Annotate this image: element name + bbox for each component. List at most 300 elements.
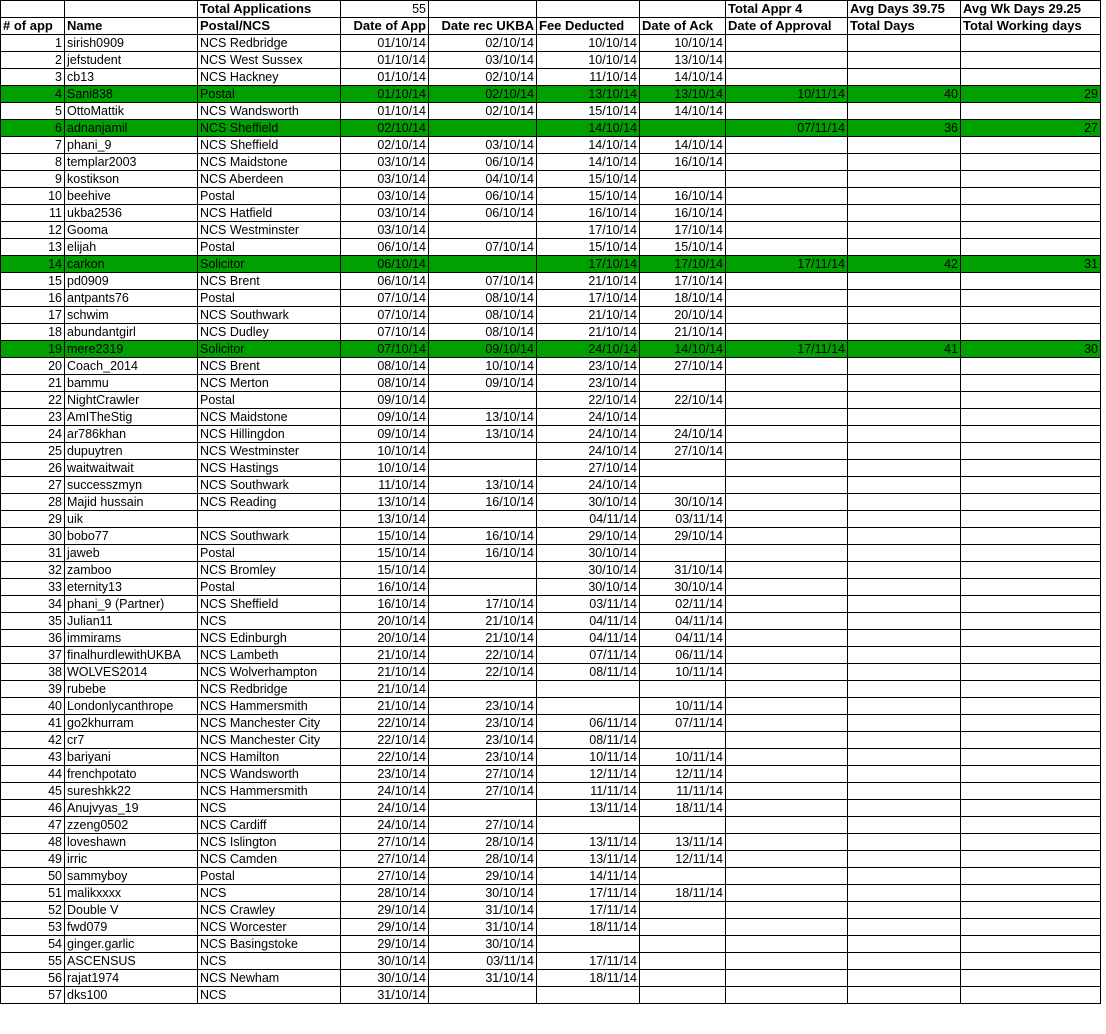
col-header-app-number[interactable]: # of app: [1, 18, 65, 35]
cell-total-working-days[interactable]: [961, 562, 1101, 579]
cell-total-days[interactable]: [848, 868, 961, 885]
cell-name[interactable]: irric: [65, 851, 198, 868]
cell-total-working-days[interactable]: [961, 732, 1101, 749]
cell-fee-deducted[interactable]: 15/10/14: [537, 188, 640, 205]
cell-total-working-days[interactable]: [961, 783, 1101, 800]
cell-name[interactable]: ukba2536: [65, 205, 198, 222]
cell-postal-ncs[interactable]: NCS Westminster: [198, 443, 341, 460]
cell-date-of-approval[interactable]: [726, 647, 848, 664]
cell-name[interactable]: go2khurram: [65, 715, 198, 732]
cell-date-of-app[interactable]: 01/10/14: [341, 35, 429, 52]
cell-total-days[interactable]: [848, 698, 961, 715]
cell-name[interactable]: rajat1974: [65, 970, 198, 987]
cell-app-number[interactable]: 34: [1, 596, 65, 613]
cell-date-of-approval[interactable]: [726, 273, 848, 290]
cell-postal-ncs[interactable]: NCS Dudley: [198, 324, 341, 341]
cell-app-number[interactable]: 50: [1, 868, 65, 885]
cell-postal-ncs[interactable]: Postal: [198, 290, 341, 307]
cell-postal-ncs[interactable]: Postal: [198, 188, 341, 205]
cell-app-number[interactable]: 9: [1, 171, 65, 188]
cell-app-number[interactable]: 16: [1, 290, 65, 307]
cell-date-of-ack[interactable]: 20/10/14: [640, 307, 726, 324]
cell-total-working-days[interactable]: [961, 103, 1101, 120]
cell-total-days[interactable]: [848, 562, 961, 579]
cell-date-of-ack[interactable]: 18/11/14: [640, 885, 726, 902]
cell-date-rec-ukba[interactable]: 09/10/14: [429, 375, 537, 392]
cell-app-number[interactable]: 7: [1, 137, 65, 154]
cell-date-rec-ukba[interactable]: 08/10/14: [429, 307, 537, 324]
cell-postal-ncs[interactable]: NCS Maidstone: [198, 154, 341, 171]
cell-total-days[interactable]: [848, 783, 961, 800]
cell-app-number[interactable]: 57: [1, 987, 65, 1004]
cell-date-rec-ukba[interactable]: 08/10/14: [429, 290, 537, 307]
cell-app-number[interactable]: 13: [1, 239, 65, 256]
cell-date-of-approval[interactable]: [726, 392, 848, 409]
cell-fee-deducted[interactable]: 29/10/14: [537, 528, 640, 545]
cell-name[interactable]: AmITheStig: [65, 409, 198, 426]
cell-total-working-days[interactable]: [961, 664, 1101, 681]
cell-postal-ncs[interactable]: NCS Southwark: [198, 307, 341, 324]
cell-name[interactable]: bariyani: [65, 749, 198, 766]
cell-date-rec-ukba[interactable]: 02/10/14: [429, 35, 537, 52]
cell-date-of-ack[interactable]: [640, 902, 726, 919]
col-header-postal-ncs[interactable]: Postal/NCS: [198, 18, 341, 35]
cell-fee-deducted[interactable]: 14/10/14: [537, 154, 640, 171]
cell-postal-ncs[interactable]: NCS Camden: [198, 851, 341, 868]
cell-app-number[interactable]: 42: [1, 732, 65, 749]
cell-postal-ncs[interactable]: NCS: [198, 885, 341, 902]
cell-date-rec-ukba[interactable]: 16/10/14: [429, 494, 537, 511]
cell-postal-ncs[interactable]: NCS Southwark: [198, 528, 341, 545]
cell-total-working-days[interactable]: [961, 375, 1101, 392]
cell-total-days[interactable]: [848, 834, 961, 851]
cell-total-days[interactable]: [848, 171, 961, 188]
cell-total-days[interactable]: [848, 936, 961, 953]
cell-date-of-approval[interactable]: [726, 171, 848, 188]
cell-date-rec-ukba[interactable]: 04/10/14: [429, 171, 537, 188]
cell-fee-deducted[interactable]: 24/10/14: [537, 341, 640, 358]
cell-name[interactable]: beehive: [65, 188, 198, 205]
cell-date-of-ack[interactable]: 31/10/14: [640, 562, 726, 579]
cell-postal-ncs[interactable]: NCS Westminster: [198, 222, 341, 239]
cell-postal-ncs[interactable]: NCS Brent: [198, 273, 341, 290]
cell-date-of-ack[interactable]: [640, 936, 726, 953]
cell-fee-deducted[interactable]: 30/10/14: [537, 494, 640, 511]
cell-total-working-days[interactable]: [961, 919, 1101, 936]
cell-name[interactable]: sirish0909: [65, 35, 198, 52]
cell-date-of-ack[interactable]: 10/11/14: [640, 664, 726, 681]
cell-date-of-approval[interactable]: [726, 426, 848, 443]
total-applications-label[interactable]: Total Applications: [198, 1, 341, 18]
cell-postal-ncs[interactable]: NCS Edinburgh: [198, 630, 341, 647]
cell-total-working-days[interactable]: [961, 477, 1101, 494]
cell-date-of-ack[interactable]: 14/10/14: [640, 341, 726, 358]
cell-date-of-app[interactable]: 27/10/14: [341, 851, 429, 868]
cell-date-of-ack[interactable]: 16/10/14: [640, 188, 726, 205]
cell-total-days[interactable]: [848, 953, 961, 970]
cell-total-days[interactable]: [848, 375, 961, 392]
cell-date-of-ack[interactable]: 03/11/14: [640, 511, 726, 528]
cell-date-of-approval[interactable]: [726, 970, 848, 987]
cell-date-of-approval[interactable]: [726, 579, 848, 596]
cell-name[interactable]: frenchpotato: [65, 766, 198, 783]
cell-date-of-approval[interactable]: [726, 681, 848, 698]
cell-date-of-ack[interactable]: 17/10/14: [640, 256, 726, 273]
cell-date-of-ack[interactable]: 13/11/14: [640, 834, 726, 851]
cell-date-of-ack[interactable]: [640, 460, 726, 477]
cell[interactable]: [537, 1, 640, 18]
cell-date-rec-ukba[interactable]: 06/10/14: [429, 188, 537, 205]
cell-total-working-days[interactable]: [961, 358, 1101, 375]
cell-fee-deducted[interactable]: [537, 987, 640, 1004]
cell-name[interactable]: Coach_2014: [65, 358, 198, 375]
total-applications-value[interactable]: 55: [341, 1, 429, 18]
cell-date-rec-ukba[interactable]: 02/10/14: [429, 86, 537, 103]
cell-fee-deducted[interactable]: 08/11/14: [537, 664, 640, 681]
cell-fee-deducted[interactable]: 17/11/14: [537, 902, 640, 919]
cell-total-working-days[interactable]: 29: [961, 86, 1101, 103]
cell-postal-ncs[interactable]: NCS: [198, 953, 341, 970]
cell-name[interactable]: dks100: [65, 987, 198, 1004]
cell-date-of-ack[interactable]: 02/11/14: [640, 596, 726, 613]
cell-date-of-approval[interactable]: [726, 239, 848, 256]
cell-date-of-approval[interactable]: [726, 375, 848, 392]
cell-date-of-approval[interactable]: [726, 205, 848, 222]
cell-name[interactable]: abundantgirl: [65, 324, 198, 341]
cell-date-rec-ukba[interactable]: 29/10/14: [429, 868, 537, 885]
cell-app-number[interactable]: 15: [1, 273, 65, 290]
cell-name[interactable]: Anujvyas_19: [65, 800, 198, 817]
cell-date-of-ack[interactable]: 11/11/14: [640, 783, 726, 800]
cell-total-days[interactable]: [848, 528, 961, 545]
cell-total-days[interactable]: [848, 885, 961, 902]
cell-date-of-ack[interactable]: 24/10/14: [640, 426, 726, 443]
cell-name[interactable]: WOLVES2014: [65, 664, 198, 681]
cell-date-of-ack[interactable]: 10/10/14: [640, 35, 726, 52]
cell-total-days[interactable]: [848, 477, 961, 494]
cell-date-of-approval[interactable]: [726, 783, 848, 800]
cell-date-rec-ukba[interactable]: [429, 443, 537, 460]
cell-date-of-approval[interactable]: [726, 851, 848, 868]
cell-fee-deducted[interactable]: 13/10/14: [537, 86, 640, 103]
cell-total-working-days[interactable]: [961, 528, 1101, 545]
cell-date-of-ack[interactable]: [640, 732, 726, 749]
cell-total-working-days[interactable]: [961, 613, 1101, 630]
cell-fee-deducted[interactable]: 17/10/14: [537, 222, 640, 239]
cell-postal-ncs[interactable]: NCS Worcester: [198, 919, 341, 936]
cell-date-of-app[interactable]: 07/10/14: [341, 341, 429, 358]
cell-date-rec-ukba[interactable]: [429, 681, 537, 698]
cell-total-days[interactable]: [848, 715, 961, 732]
cell-fee-deducted[interactable]: 17/11/14: [537, 885, 640, 902]
cell-total-working-days[interactable]: [961, 681, 1101, 698]
col-header-name[interactable]: Name: [65, 18, 198, 35]
cell-date-of-app[interactable]: 11/10/14: [341, 477, 429, 494]
avg-days[interactable]: Avg Days 39.75: [848, 1, 961, 18]
cell-date-of-app[interactable]: 27/10/14: [341, 834, 429, 851]
cell-fee-deducted[interactable]: [537, 817, 640, 834]
cell-date-of-approval[interactable]: [726, 52, 848, 69]
cell-app-number[interactable]: 8: [1, 154, 65, 171]
cell-total-days[interactable]: [848, 732, 961, 749]
cell-date-of-app[interactable]: 01/10/14: [341, 103, 429, 120]
cell-postal-ncs[interactable]: [198, 511, 341, 528]
cell-total-days[interactable]: [848, 579, 961, 596]
cell-date-rec-ukba[interactable]: 23/10/14: [429, 732, 537, 749]
cell-total-days[interactable]: [848, 919, 961, 936]
cell-total-working-days[interactable]: [961, 953, 1101, 970]
cell-date-of-app[interactable]: 06/10/14: [341, 239, 429, 256]
cell-name[interactable]: Londonlycanthrope: [65, 698, 198, 715]
cell-date-rec-ukba[interactable]: 07/10/14: [429, 239, 537, 256]
cell-app-number[interactable]: 32: [1, 562, 65, 579]
cell-total-days[interactable]: 36: [848, 120, 961, 137]
cell-total-days[interactable]: [848, 426, 961, 443]
cell-app-number[interactable]: 55: [1, 953, 65, 970]
cell-date-rec-ukba[interactable]: 06/10/14: [429, 205, 537, 222]
cell-postal-ncs[interactable]: NCS Reading: [198, 494, 341, 511]
cell-date-of-app[interactable]: 21/10/14: [341, 664, 429, 681]
cell-name[interactable]: Gooma: [65, 222, 198, 239]
cell-date-of-approval[interactable]: [726, 868, 848, 885]
cell-name[interactable]: phani_9: [65, 137, 198, 154]
cell-total-days[interactable]: [848, 358, 961, 375]
cell-date-of-ack[interactable]: 04/11/14: [640, 613, 726, 630]
cell-date-of-approval[interactable]: [726, 69, 848, 86]
cell-total-days[interactable]: [848, 494, 961, 511]
cell-postal-ncs[interactable]: NCS Hammersmith: [198, 783, 341, 800]
cell-postal-ncs[interactable]: NCS: [198, 800, 341, 817]
cell-total-days[interactable]: [848, 52, 961, 69]
cell-date-of-ack[interactable]: 13/10/14: [640, 52, 726, 69]
cell-name[interactable]: templar2003: [65, 154, 198, 171]
cell-app-number[interactable]: 3: [1, 69, 65, 86]
cell-date-of-ack[interactable]: 21/10/14: [640, 324, 726, 341]
cell-app-number[interactable]: 14: [1, 256, 65, 273]
cell-date-of-ack[interactable]: [640, 409, 726, 426]
cell-fee-deducted[interactable]: 16/10/14: [537, 205, 640, 222]
cell-total-working-days[interactable]: [961, 851, 1101, 868]
cell-postal-ncs[interactable]: NCS West Sussex: [198, 52, 341, 69]
cell-app-number[interactable]: 56: [1, 970, 65, 987]
cell-date-rec-ukba[interactable]: 23/10/14: [429, 715, 537, 732]
cell-postal-ncs[interactable]: NCS Brent: [198, 358, 341, 375]
cell-app-number[interactable]: 4: [1, 86, 65, 103]
cell-name[interactable]: cr7: [65, 732, 198, 749]
cell-date-rec-ukba[interactable]: 13/10/14: [429, 409, 537, 426]
cell-name[interactable]: phani_9 (Partner): [65, 596, 198, 613]
cell-date-of-app[interactable]: 23/10/14: [341, 766, 429, 783]
cell-date-rec-ukba[interactable]: [429, 460, 537, 477]
cell-name[interactable]: ar786khan: [65, 426, 198, 443]
cell-date-rec-ukba[interactable]: [429, 511, 537, 528]
cell-date-of-app[interactable]: 21/10/14: [341, 647, 429, 664]
cell-app-number[interactable]: 46: [1, 800, 65, 817]
cell-total-working-days[interactable]: [961, 511, 1101, 528]
cell-date-of-ack[interactable]: 22/10/14: [640, 392, 726, 409]
cell-postal-ncs[interactable]: NCS Newham: [198, 970, 341, 987]
cell-date-of-app[interactable]: 13/10/14: [341, 511, 429, 528]
cell-postal-ncs[interactable]: NCS Manchester City: [198, 732, 341, 749]
cell-name[interactable]: sureshkk22: [65, 783, 198, 800]
cell-date-of-app[interactable]: 02/10/14: [341, 120, 429, 137]
cell-postal-ncs[interactable]: NCS: [198, 613, 341, 630]
cell-date-of-approval[interactable]: [726, 664, 848, 681]
cell-date-of-approval[interactable]: [726, 987, 848, 1004]
cell-postal-ncs[interactable]: NCS Cardiff: [198, 817, 341, 834]
cell-name[interactable]: zzeng0502: [65, 817, 198, 834]
cell-postal-ncs[interactable]: Solicitor: [198, 341, 341, 358]
cell-date-of-app[interactable]: 24/10/14: [341, 800, 429, 817]
cell-total-days[interactable]: [848, 154, 961, 171]
cell-total-days[interactable]: [848, 630, 961, 647]
cell-total-days[interactable]: [848, 902, 961, 919]
cell-date-of-app[interactable]: 07/10/14: [341, 307, 429, 324]
cell-total-working-days[interactable]: [961, 205, 1101, 222]
cell-app-number[interactable]: 37: [1, 647, 65, 664]
cell-total-days[interactable]: [848, 613, 961, 630]
cell-date-of-approval[interactable]: [726, 358, 848, 375]
cell-app-number[interactable]: 35: [1, 613, 65, 630]
cell-date-of-app[interactable]: 30/10/14: [341, 970, 429, 987]
cell-date-of-ack[interactable]: [640, 987, 726, 1004]
cell-fee-deducted[interactable]: 17/10/14: [537, 290, 640, 307]
cell-date-of-ack[interactable]: 10/11/14: [640, 698, 726, 715]
cell-date-of-approval[interactable]: [726, 766, 848, 783]
cell-name[interactable]: finalhurdlewithUKBA: [65, 647, 198, 664]
cell-fee-deducted[interactable]: 06/11/14: [537, 715, 640, 732]
cell-date-of-app[interactable]: 01/10/14: [341, 86, 429, 103]
cell-total-working-days[interactable]: [961, 52, 1101, 69]
cell-app-number[interactable]: 27: [1, 477, 65, 494]
cell-postal-ncs[interactable]: NCS Aberdeen: [198, 171, 341, 188]
cell-date-of-app[interactable]: 07/10/14: [341, 324, 429, 341]
cell-date-rec-ukba[interactable]: 23/10/14: [429, 698, 537, 715]
cell-total-working-days[interactable]: [961, 290, 1101, 307]
cell-date-of-ack[interactable]: 30/10/14: [640, 579, 726, 596]
cell-total-working-days[interactable]: [961, 222, 1101, 239]
cell-total-working-days[interactable]: [961, 647, 1101, 664]
cell-name[interactable]: bobo77: [65, 528, 198, 545]
cell-date-of-approval[interactable]: [726, 511, 848, 528]
cell-date-rec-ukba[interactable]: 02/10/14: [429, 103, 537, 120]
cell-postal-ncs[interactable]: NCS: [198, 987, 341, 1004]
col-header-date-of-approval[interactable]: Date of Approval: [726, 18, 848, 35]
cell-date-of-app[interactable]: 01/10/14: [341, 69, 429, 86]
cell-date-rec-ukba[interactable]: 22/10/14: [429, 664, 537, 681]
cell-app-number[interactable]: 44: [1, 766, 65, 783]
cell-date-of-app[interactable]: 09/10/14: [341, 426, 429, 443]
cell-date-of-app[interactable]: 13/10/14: [341, 494, 429, 511]
cell-name[interactable]: eternity13: [65, 579, 198, 596]
cell-app-number[interactable]: 39: [1, 681, 65, 698]
cell-postal-ncs[interactable]: NCS Wolverhampton: [198, 664, 341, 681]
cell-name[interactable]: Majid hussain: [65, 494, 198, 511]
cell-date-rec-ukba[interactable]: 27/10/14: [429, 817, 537, 834]
cell-date-rec-ukba[interactable]: 31/10/14: [429, 902, 537, 919]
cell-date-of-ack[interactable]: [640, 817, 726, 834]
cell-total-days[interactable]: [848, 103, 961, 120]
cell-total-days[interactable]: [848, 35, 961, 52]
cell-app-number[interactable]: 5: [1, 103, 65, 120]
cell-date-of-ack[interactable]: 14/10/14: [640, 69, 726, 86]
cell-name[interactable]: rubebe: [65, 681, 198, 698]
cell-postal-ncs[interactable]: NCS Hackney: [198, 69, 341, 86]
cell-name[interactable]: uik: [65, 511, 198, 528]
cell-date-rec-ukba[interactable]: 17/10/14: [429, 596, 537, 613]
cell-date-rec-ukba[interactable]: 23/10/14: [429, 749, 537, 766]
cell-date-of-ack[interactable]: 06/11/14: [640, 647, 726, 664]
total-approved[interactable]: Total Appr 4: [726, 1, 848, 18]
cell-name[interactable]: ginger.garlic: [65, 936, 198, 953]
cell-app-number[interactable]: 25: [1, 443, 65, 460]
cell-app-number[interactable]: 10: [1, 188, 65, 205]
cell-postal-ncs[interactable]: Postal: [198, 86, 341, 103]
cell-fee-deducted[interactable]: 10/10/14: [537, 52, 640, 69]
cell-fee-deducted[interactable]: 21/10/14: [537, 307, 640, 324]
cell-total-working-days[interactable]: [961, 817, 1101, 834]
cell-total-working-days[interactable]: [961, 426, 1101, 443]
cell-fee-deducted[interactable]: 18/11/14: [537, 970, 640, 987]
cell-date-of-approval[interactable]: 10/11/14: [726, 86, 848, 103]
cell-app-number[interactable]: 36: [1, 630, 65, 647]
cell-name[interactable]: dupuytren: [65, 443, 198, 460]
col-header-total-days[interactable]: Total Days: [848, 18, 961, 35]
cell-date-of-ack[interactable]: 07/11/14: [640, 715, 726, 732]
cell-date-of-ack[interactable]: 12/11/14: [640, 851, 726, 868]
cell-date-rec-ukba[interactable]: [429, 562, 537, 579]
cell-app-number[interactable]: 49: [1, 851, 65, 868]
cell-name[interactable]: fwd079: [65, 919, 198, 936]
cell-total-days[interactable]: [848, 664, 961, 681]
cell-date-of-approval[interactable]: [726, 834, 848, 851]
cell-date-of-ack[interactable]: [640, 919, 726, 936]
cell-postal-ncs[interactable]: NCS Islington: [198, 834, 341, 851]
cell-app-number[interactable]: 26: [1, 460, 65, 477]
cell-date-of-approval[interactable]: [726, 35, 848, 52]
cell-date-rec-ukba[interactable]: 16/10/14: [429, 545, 537, 562]
cell-postal-ncs[interactable]: NCS Sheffield: [198, 596, 341, 613]
cell-date-rec-ukba[interactable]: 28/10/14: [429, 851, 537, 868]
cell-total-working-days[interactable]: [961, 171, 1101, 188]
cell-date-of-app[interactable]: 29/10/14: [341, 919, 429, 936]
cell[interactable]: [640, 1, 726, 18]
cell-app-number[interactable]: 17: [1, 307, 65, 324]
cell-date-of-app[interactable]: 03/10/14: [341, 171, 429, 188]
cell-date-of-approval[interactable]: [726, 630, 848, 647]
cell-total-working-days[interactable]: [961, 545, 1101, 562]
cell-app-number[interactable]: 23: [1, 409, 65, 426]
cell-app-number[interactable]: 43: [1, 749, 65, 766]
cell-date-rec-ukba[interactable]: 13/10/14: [429, 426, 537, 443]
cell-fee-deducted[interactable]: 03/11/14: [537, 596, 640, 613]
cell-name[interactable]: loveshawn: [65, 834, 198, 851]
cell-postal-ncs[interactable]: NCS Redbridge: [198, 681, 341, 698]
cell-name[interactable]: malikxxxx: [65, 885, 198, 902]
cell-date-of-app[interactable]: 27/10/14: [341, 868, 429, 885]
cell-app-number[interactable]: 45: [1, 783, 65, 800]
cell-date-of-approval[interactable]: [726, 307, 848, 324]
cell[interactable]: [429, 1, 537, 18]
cell-total-days[interactable]: [848, 851, 961, 868]
cell-total-days[interactable]: [848, 987, 961, 1004]
cell-date-rec-ukba[interactable]: 28/10/14: [429, 834, 537, 851]
cell-fee-deducted[interactable]: 14/10/14: [537, 137, 640, 154]
cell-total-days[interactable]: [848, 307, 961, 324]
cell-date-rec-ukba[interactable]: 16/10/14: [429, 528, 537, 545]
cell-fee-deducted[interactable]: 15/10/14: [537, 171, 640, 188]
cell-app-number[interactable]: 31: [1, 545, 65, 562]
